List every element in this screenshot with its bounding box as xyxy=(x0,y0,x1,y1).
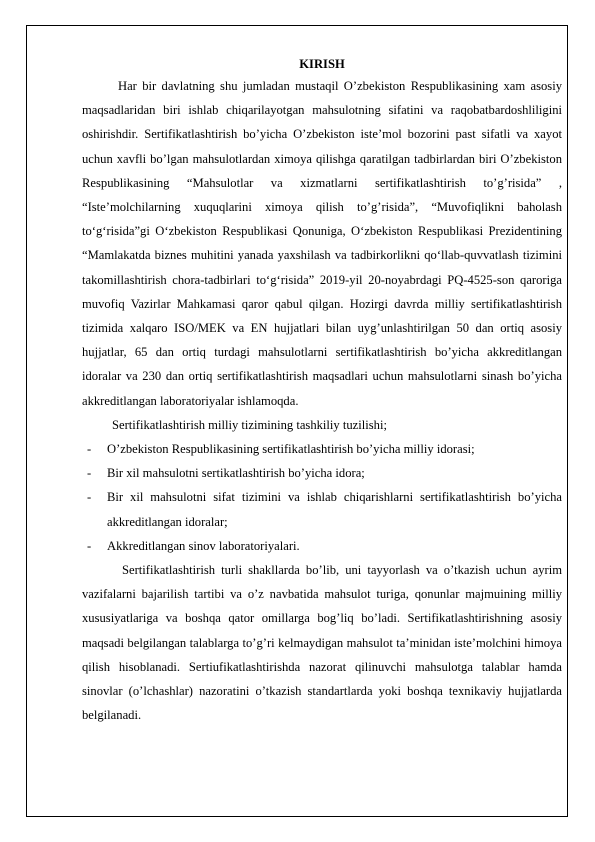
list-item-text: O’zbekiston Respublikasining sertifikatlashtirish bo’yicha milliy idorasi; xyxy=(107,442,475,457)
document-body xyxy=(82,56,562,727)
document-title: KIRISH xyxy=(299,57,345,71)
list-dash: - xyxy=(87,466,92,481)
structure-heading-paragraph: Sertifikatlashtirish milliy tizimining tashkiliy tuzilishi; xyxy=(112,417,387,432)
list-item xyxy=(82,534,562,558)
list-item-text: Akkreditlangan sinov laboratoriyalari. xyxy=(107,538,300,553)
list-item xyxy=(82,485,562,533)
list-dash: - xyxy=(87,538,92,553)
list-item xyxy=(82,437,562,461)
structure-list xyxy=(82,437,562,558)
list-item-text: Bir xil mahsulotni sifat tizimini va ishlab chiqarishlarni sertifikatlashtirish bo’yicha akkreditlangan idoralar; xyxy=(107,490,562,529)
list-item-text: Bir xil mahsulotni sertikatlashtirish bo’yicha idora; xyxy=(107,466,365,481)
intro-paragraph: Har bir davlatning shu jumladan mustaqil O’zbekiston Respublikasining xam asosiy maqsadlaridan biri ishlab chiqarilayotgan mahsulotning sifatini va raqobatbardoshliligini oshirishdir. Sertifikatlashtirish bo’yicha O’zbekiston iste’mol bozorini past sifatli va xayot uchun xavfli bo’lgan mahsulotlardan ximoya qilishga qaratilgan tadbirlardan biri O’zbekiston Respublikasining “Mahsulotlar va xizmatlarni sertifikatlashtirish to’g’risida” , “Iste’molchilarning xuquqlarini ximoya qilish to’g’risida”, “Muvofiqlikni baholash to‘g‘risida”gi O‘zbekiston Respublikasi Qonuniga, O‘zbekiston Respublikasi Prezidentining “Mamlakatda biznes muhitini yanada yaxshilash va tadbirkorlikni qo‘llab-quvvatlash tizimini takomillashtirish chora-tadbirlari to‘g‘risida” 2019-yil 20-noyabrdagi PQ-4525-son qaroriga muvofiq Vazirlar Mahkamasi qaror qabul qilgan. Hozirgi davrda milliy sertifikatlashtirish tizimida xalqaro ISO/MEK va EN hujjatlari bilan uyg’unlashtirilgan 50 dan ortiq asosiy hujjatlar, 65 dan ortiq turdagi mahsulotlarni sertifikatlashtirish bo’yicha akkreditlangan idoralar va 230 dan ortiq sertifikatlashtirish maqsadlari uchun mahsulotlarni sinash bo’yicha akkreditlangan laboratoriyalar ishlamoqda. xyxy=(82,79,562,408)
list-item xyxy=(82,461,562,485)
list-dash: - xyxy=(87,490,92,505)
purpose-paragraph: Sertifikatlashtirish turli shakllarda bo’lib, uni tayyorlash va o’tkazish uchun ayrim vazifalarni bajarilish tartibi va o’z navbatida mahsulot turiga, qonunlar majmuining milliy xususiyatlariga va boshqa qator omillarga bog’liq bo’ladi. Sertifikatlashtirishning asosiy maqsadi belgilangan talablarga to’g’ri kelmaydigan mahsulot ta’minidan iste’molchini himoya qilish hisoblanadi. Sertiufikatlashtirishda nazorat qilinuvchi mahsulotga talablar hamda sinovlar (o’lchashlar) nazoratini o’tkazish standartlarda yoki boshqa texnikaviy hujjatlarda belgilanadi. xyxy=(82,563,562,723)
list-dash: - xyxy=(87,442,92,457)
